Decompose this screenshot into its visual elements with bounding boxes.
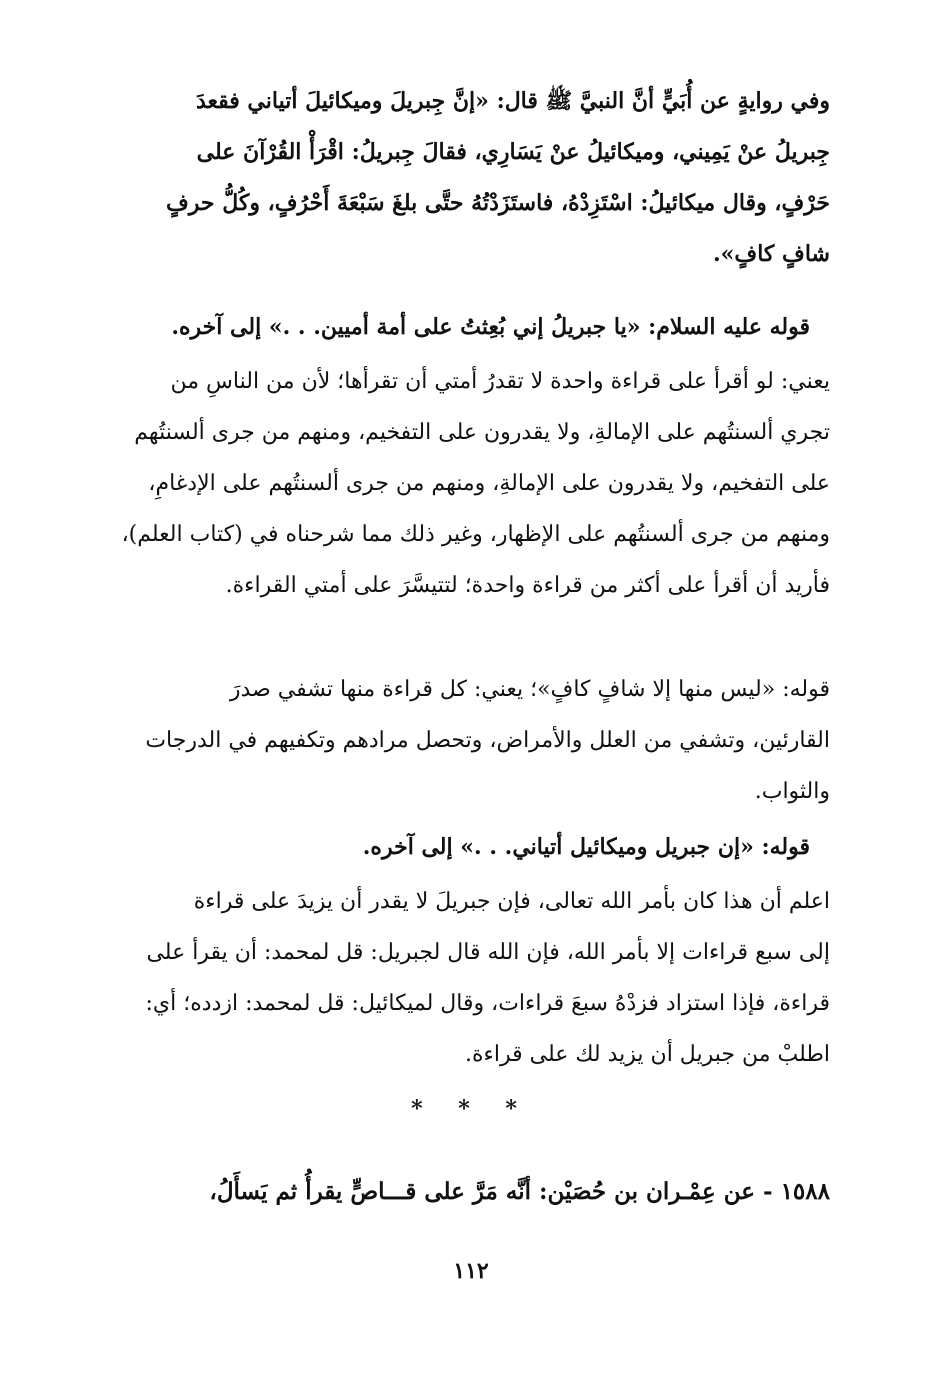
page-number: ١١٢ bbox=[453, 1258, 489, 1284]
text-line: جِبريلُ عنْ يَمِيني، وميكائيلُ عنْ يَسَارِي، فقالَ جِبريلُ: اقْرَأْ القُرْآنَ على bbox=[196, 139, 830, 165]
text-line: القارئين، وتشفي من العلل والأمراض، وتحصل مرادهم وتكفيهم في الدرجات bbox=[145, 728, 830, 753]
text-line: ومنهم من جرى ألسنتُهم على الإظهار، وغير ذلك مما شرحناه في (كتاب العلم)، bbox=[121, 522, 830, 547]
commentary-paragraph bbox=[118, 664, 830, 817]
text-line: على التفخيم، ولا يقدرون على الإمالةِ، ومنهم من جرى ألسنتُهم على الإدغامِ، bbox=[148, 471, 830, 496]
section-separator: * * * bbox=[411, 1096, 531, 1122]
text-line: ١٥٨٨ - عن عِمْـران بن حُصَيْن: أنَّه مَرَّ على قـــاصٍّ يقرأُ ثم يَسأَلُ، bbox=[209, 1178, 830, 1205]
commentary-heading bbox=[118, 302, 810, 353]
text-line: قوله عليه السلام: «يا جبريلُ إني بُعِثتُ على أمة أميين. . .» إلى آخره. bbox=[171, 314, 810, 340]
text-line: وفي روايةٍ عن أُبَيٍّ أنَّ النبيَّ ﷺ قال: «إنَّ جِبريلَ وميكائيلَ أتياني فقعدَ bbox=[195, 88, 830, 114]
commentary-paragraph bbox=[118, 356, 830, 611]
text-line: قراءة، فإذا استزاد فزدْهُ سبعَ قراءات، وقال لميكائيل: قل لمحمد: ازدده؛ أي: bbox=[145, 991, 830, 1016]
text-line: فأريد أن أقرأ على أكثر من قراءة واحدة؛ لتتيسَّرَ على أمتي القراءة. bbox=[225, 573, 830, 598]
text-line: قوله: «إن جبريل وميكائيل أتياني. . .» إلى آخره. bbox=[362, 834, 810, 860]
commentary-heading bbox=[118, 822, 810, 873]
hadith-narration-paragraph bbox=[118, 76, 830, 280]
text-line: اطلبْ من جبريل أن يزيد لك على قراءة. bbox=[465, 1042, 830, 1067]
text-line: اعلم أن هذا كان بأمر الله تعالى، فإن جبريلَ لا يقدر أن يزيدَ على قراءة bbox=[193, 889, 830, 914]
text-line: حَرْفٍ، وقال ميكائيلُ: اسْتَزِدْهُ، فاستَزَدْتُهُ حتَّى بلغَ سَبْعَةَ أَحْرُفٍ، وكُلُّ حرفٍ bbox=[165, 190, 830, 216]
text-line: قوله: «ليس منها إلا شافٍ كافٍ»؛ يعني: كل قراءة منها تشفي صدرَ bbox=[229, 677, 830, 702]
text-line: إلى سبع قراءات إلا بأمر الله، فإن الله قال لجبريل: قل لمحمد: أن يقرأ على bbox=[146, 940, 830, 965]
hadith-1588-paragraph bbox=[118, 1166, 830, 1217]
text-line: شافٍ كافٍ». bbox=[713, 241, 830, 267]
commentary-paragraph bbox=[118, 876, 830, 1080]
text-line: تجري ألسنتُهم على الإمالةِ، ولا يقدرون على التفخيم، ومنهم من جرى ألسنتُهم bbox=[134, 420, 830, 445]
text-line: يعني: لو أقرأ على قراءة واحدة لا تقدرُ أمتي أن تقرأها؛ لأن من الناسِ من bbox=[170, 369, 830, 394]
text-line: والثواب. bbox=[754, 779, 830, 804]
